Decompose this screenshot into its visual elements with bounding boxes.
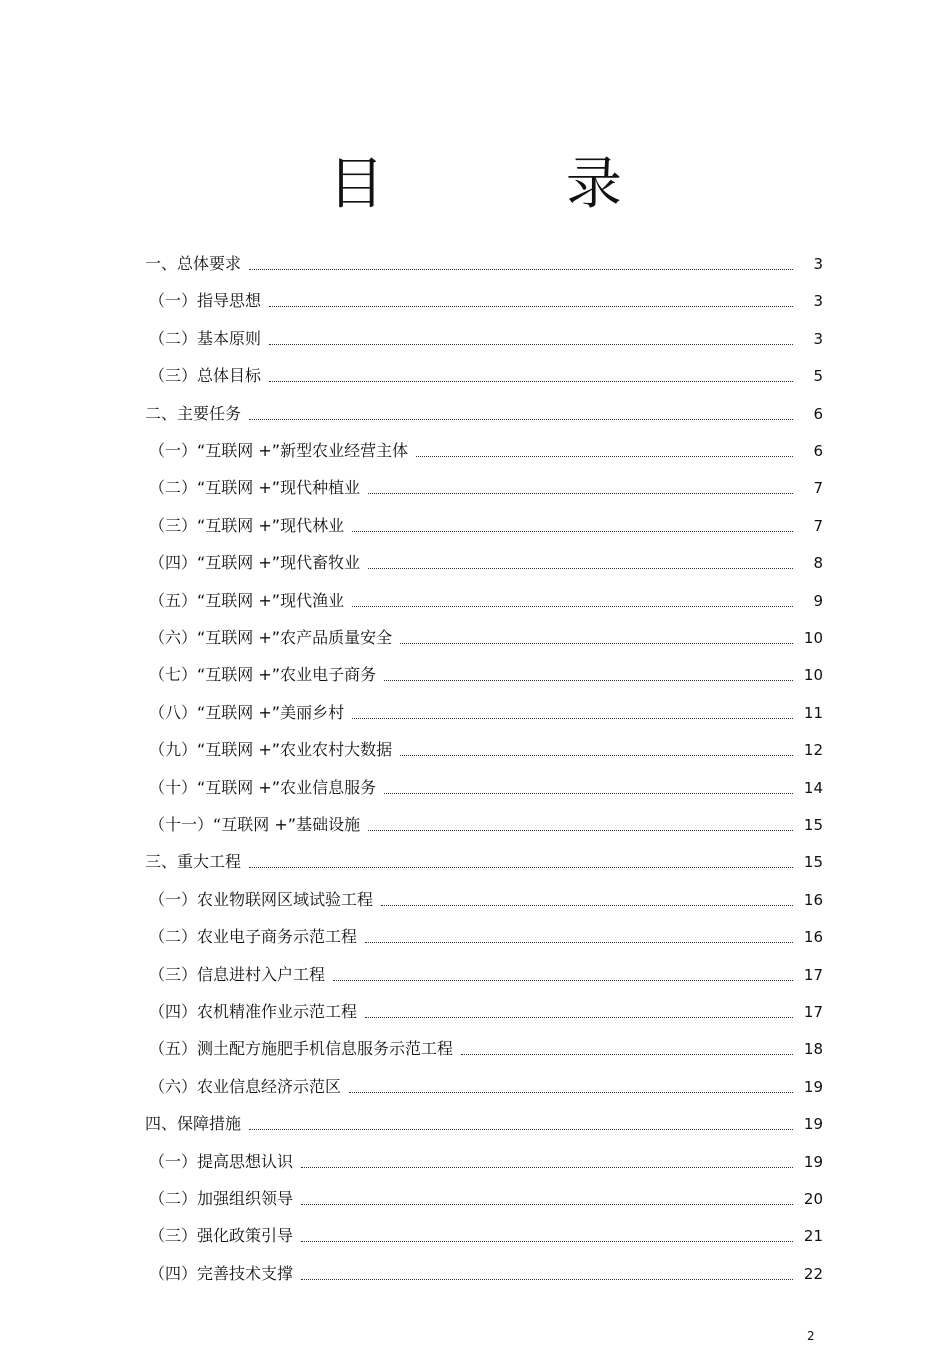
toc-entry-label: （二）农业电子商务示范工程: [149, 927, 358, 947]
dot-leader: [368, 568, 793, 569]
dot-leader: [400, 755, 793, 756]
toc-entry[interactable]: [145, 312, 823, 349]
toc-entry[interactable]: [145, 1209, 823, 1246]
toc-entry-page: 18: [803, 1040, 823, 1059]
toc-entry[interactable]: [145, 611, 823, 648]
dot-leader: [301, 1279, 793, 1280]
toc-entry-label: （三）信息进村入户工程: [149, 964, 326, 984]
toc-entry-page: 11: [803, 703, 823, 722]
toc-entry-label: （一）农业物联网区域试验工程: [149, 889, 374, 909]
toc-entry[interactable]: [145, 686, 823, 723]
toc-entry-label: （五）测土配方施肥手机信息服务示范工程: [149, 1039, 454, 1059]
toc-entry[interactable]: [145, 835, 823, 872]
toc-entry[interactable]: [145, 648, 823, 685]
toc-entry-page: 8: [813, 554, 823, 573]
dot-leader: [400, 643, 793, 644]
toc-entry-page: 19: [803, 1152, 823, 1171]
toc-entry[interactable]: [145, 574, 823, 611]
dot-leader: [365, 1017, 793, 1018]
toc-entry-page: 7: [813, 479, 823, 498]
toc-entry[interactable]: [145, 1135, 823, 1172]
dot-leader: [365, 942, 793, 943]
toc-entry-page: 3: [813, 255, 823, 273]
toc-entry-label: （四）“互联网 +”现代畜牧业: [149, 553, 361, 573]
dot-leader: [352, 606, 793, 607]
toc-entry-page: 3: [813, 329, 823, 348]
toc-entry-label: （四）完善技术支撑: [149, 1263, 294, 1283]
toc-entry-page: 22: [803, 1264, 823, 1283]
toc-entry-label: （三）总体目标: [149, 366, 262, 386]
toc-entry[interactable]: [145, 237, 823, 274]
toc-entry[interactable]: [145, 387, 823, 424]
dot-leader: [352, 718, 793, 719]
toc-entry[interactable]: [145, 499, 823, 536]
toc-entry[interactable]: [145, 873, 823, 910]
toc-entry[interactable]: [145, 798, 823, 835]
toc-entry[interactable]: [145, 948, 823, 985]
toc-entry[interactable]: [145, 1060, 823, 1097]
toc-entry-page: 9: [813, 591, 823, 610]
toc-entry[interactable]: [145, 461, 823, 498]
dot-leader: [301, 1167, 793, 1168]
dot-leader: [249, 269, 793, 270]
toc-entry-page: 12: [803, 741, 823, 760]
toc-entry[interactable]: [145, 723, 823, 760]
toc-entry[interactable]: [145, 1172, 823, 1209]
dot-leader: [249, 867, 793, 868]
toc-entry[interactable]: [145, 349, 823, 386]
toc-entry-label: （二）加强组织领导: [149, 1189, 294, 1208]
dot-leader: [301, 1241, 793, 1242]
toc-entry-label: （十）“互联网 +”农业信息服务: [149, 777, 377, 797]
toc-entry[interactable]: [145, 1022, 823, 1059]
toc-entry-page: 10: [803, 629, 823, 647]
dot-leader: [301, 1204, 793, 1205]
toc-entry-page: 19: [803, 1077, 823, 1096]
toc-entry-page: 17: [803, 965, 823, 984]
dot-leader: [249, 419, 793, 420]
toc-entry-page: 3: [813, 292, 823, 311]
toc-entry-label: （十一）“互联网 +”基础设施: [149, 815, 361, 834]
toc-entry-label: 一、总体要求: [145, 254, 242, 273]
toc-entry-page: 21: [803, 1227, 823, 1246]
dot-leader: [461, 1054, 793, 1055]
toc-entry-page: 15: [803, 816, 823, 834]
toc-entry-label: （五）“互联网 +”现代渔业: [149, 590, 345, 610]
dot-leader: [269, 306, 793, 307]
page-number: 2: [807, 1329, 815, 1343]
toc-entry-label: 三、重大工程: [145, 852, 242, 872]
toc-entry-label: （四）农机精准作业示范工程: [149, 1002, 358, 1021]
toc-entry[interactable]: [145, 424, 823, 461]
toc-entry[interactable]: [145, 1247, 823, 1284]
toc-entry-page: 5: [813, 367, 823, 386]
toc-entry-page: 7: [813, 516, 823, 535]
toc-entry[interactable]: [145, 1097, 823, 1134]
toc-entry[interactable]: [145, 985, 823, 1022]
page-title: 目 录: [328, 152, 704, 217]
toc-entry-page: 15: [803, 853, 823, 872]
toc-entry-page: 20: [803, 1190, 823, 1208]
toc-entry-label: （六）农业信息经济示范区: [149, 1076, 342, 1096]
dot-leader: [269, 344, 793, 345]
toc-entry-label: （八）“互联网 +”美丽乡村: [149, 702, 345, 722]
toc-entry-label: （三）强化政策引导: [149, 1226, 294, 1246]
toc-entry-label: （二）基本原则: [149, 328, 262, 348]
dot-leader: [333, 980, 793, 981]
toc-entry-page: 16: [803, 890, 823, 909]
dot-leader: [249, 1129, 793, 1130]
toc-entry-label: （一）指导思想: [149, 291, 262, 311]
toc-entry-page: 6: [813, 404, 823, 423]
toc-entry[interactable]: [145, 910, 823, 947]
dot-leader: [269, 381, 793, 382]
toc-entry-page: 17: [803, 1003, 823, 1021]
toc-entry-label: （七）“互联网 +”农业电子商务: [149, 665, 377, 685]
toc-entry[interactable]: [145, 761, 823, 798]
toc-entry[interactable]: [145, 536, 823, 573]
dot-leader: [368, 493, 793, 494]
dot-leader: [384, 680, 793, 681]
toc-entry-label: （一）提高思想认识: [149, 1151, 294, 1171]
toc-entry-label: （三）“互联网 +”现代林业: [149, 515, 345, 535]
dot-leader: [384, 793, 793, 794]
toc-entry-label: （六）“互联网 +”农产品质量安全: [149, 628, 393, 647]
toc-entry-page: 16: [803, 928, 823, 947]
toc-entry-label: （九）“互联网 +”农业农村大数据: [149, 740, 393, 760]
toc-entry-page: 14: [803, 778, 823, 797]
toc-entry-page: 19: [803, 1115, 823, 1134]
dot-leader: [416, 456, 793, 457]
toc-entry-label: （一）“互联网 +”新型农业经营主体: [149, 441, 409, 460]
toc-entry-label: 四、保障措施: [145, 1114, 242, 1134]
dot-leader: [368, 830, 793, 831]
toc-entry-label: 二、主要任务: [145, 403, 242, 423]
toc-entry-label: （二）“互联网 +”现代种植业: [149, 478, 361, 498]
toc-entry-page: 6: [813, 442, 823, 460]
toc-entry-page: 10: [803, 666, 823, 685]
dot-leader: [352, 531, 793, 532]
toc-entry[interactable]: [145, 274, 823, 311]
dot-leader: [349, 1092, 793, 1093]
dot-leader: [381, 905, 793, 906]
